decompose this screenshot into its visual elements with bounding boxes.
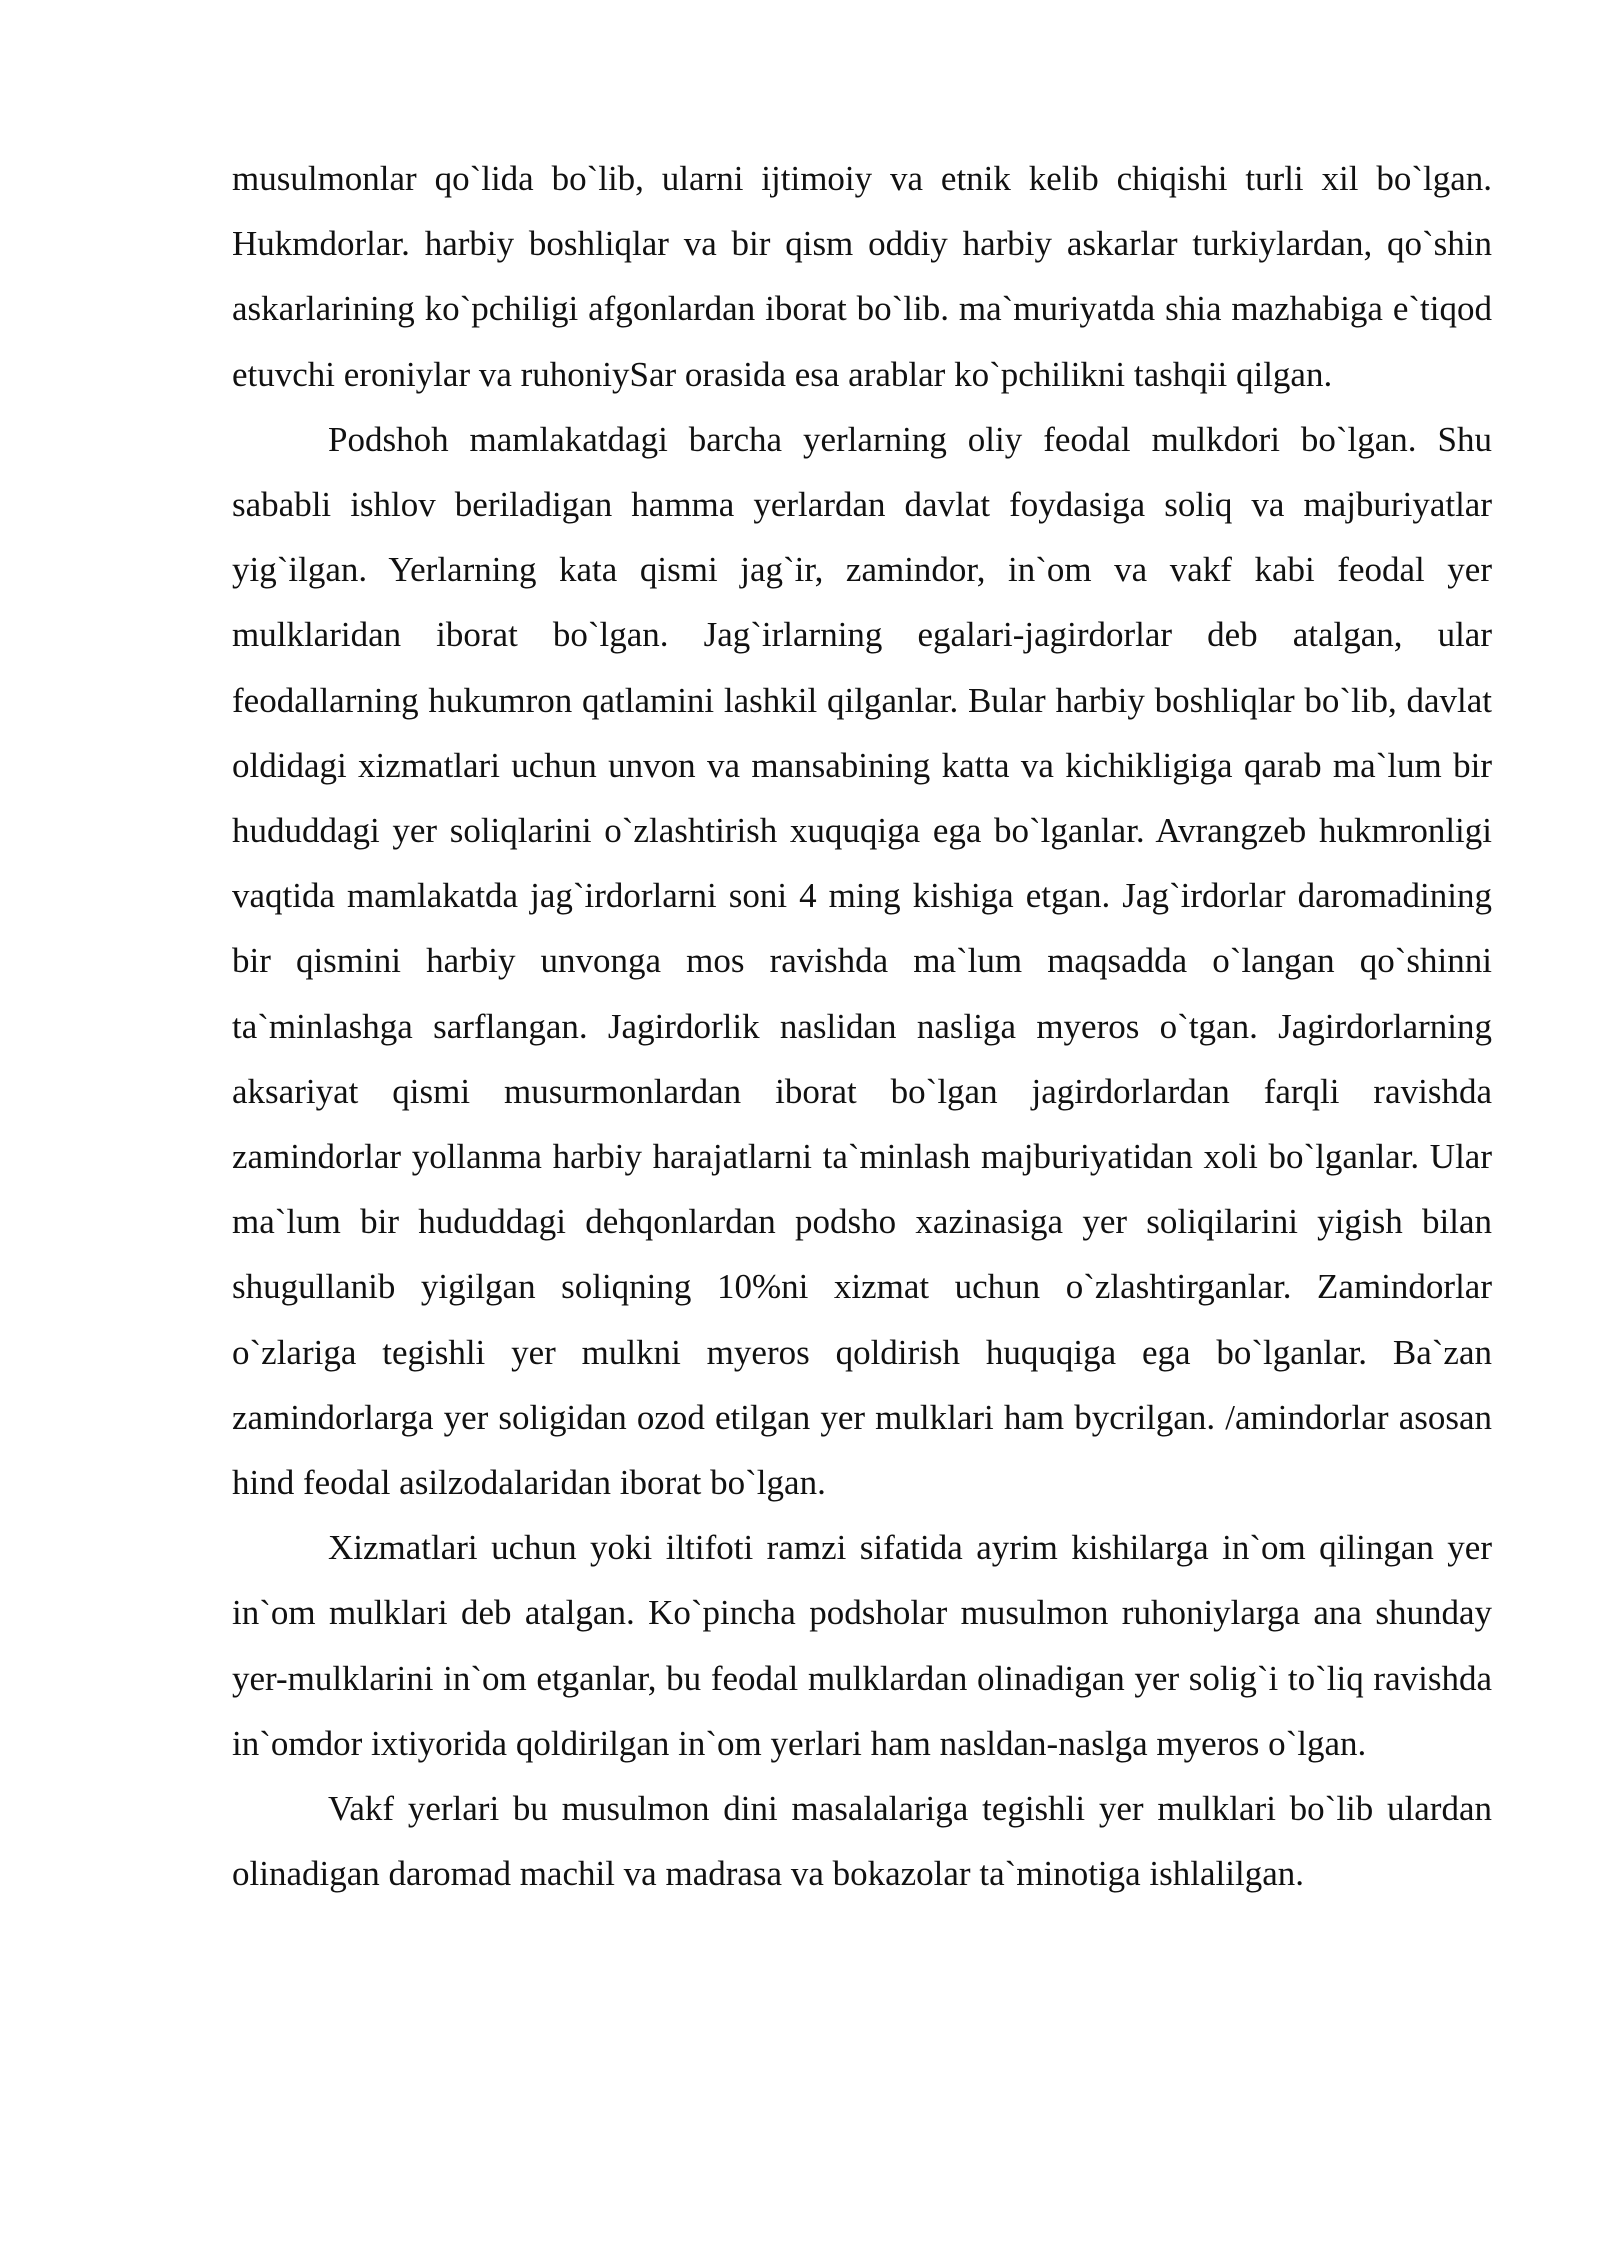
- paragraph-4: Vakf yerlari bu musulmon dini masalalariga tegishli yer mulklari bo`lib ulardan olinadigan daromad machil va madrasa va bokazolar ta`minotiga ishlalilgan.: [232, 1789, 1492, 1894]
- document-body: [232, 146, 1492, 1906]
- paragraph-2: Podshoh mamlakatdagi barcha yerlarning oliy feodal mulkdori bo`lgan. Shu sababli ishlov beriladigan hamma yerlardan davlat foydasiga soliq va majburiyatlar yig`ilgan. Yerlarning kata qismi jag`ir, zamindor, in`om va vakf kabi feodal yer mulklaridan iborat bo`lgan. Jag`irlarning egalari-jagirdorlar deb atalgan, ular feodallarning hukumron qatlamini lashkil qilganlar. Bular harbiy boshliqlar bo`lib, davlat oldidagi xizmatlari uchun unvon va mansabining katta va kichikligiga qarab ma`lum bir hududdagi yer soliqlarini o`zlashtirish xuquqiga ega bo`lganlar. Avrangzeb hukmronligi vaqtida mamlakatda jag`irdorlarni soni 4 ming kishiga etgan. Jag`irdorlar daromadining bir qismini harbiy unvonga mos ravishda ma`lum maqsadda o`langan qo`shinni ta`minlashga sarflangan. Jagirdorlik naslidan nasliga myeros o`tgan. Jagirdorlarning aksariyat qismi musurmonlardan iborat bo`lgan jagirdorlardan farqli ravishda zamindorlar yollanma harbiy harajatlarni ta`minlash majburiyatidan xoli bo`lganlar. Ular ma`lum bir hududdagi dehqonlardan podsho xazinasiga yer soliqilarini yigish bilan shugullanib yigilgan soliqning 10%ni xizmat uchun o`zlashtirganlar. Zamindorlar o`zlariga tegishli yer mulkni myeros qoldirish huquqiga ega bo`lganlar. Ba`zan zamindorlarga yer soligidan ozod etilgan yer mulklari ham bycrilgan. /amindorlar asosan hind feodal asilzodalaridan iborat bo`lgan.: [232, 419, 1492, 1503]
- paragraph-1: musulmonlar qo`lida bo`lib, ularni ijtimoiy va etnik kelib chiqishi turli xil bo`lgan. Hukmdorlar. harbiy boshliqlar va bir qism oddiy harbiy askarlar turkiylardan, qo`shin askarlarining ko`pchiligi afgonlardan iborat bo`lib. ma`muriyatda shia mazhabiga e`tiqod etuvchi eroniylar va ruhoniySar orasida esa arablar ko`pchilikni tashqii qilgan.: [232, 159, 1492, 394]
- paragraph-3: Xizmatlari uchun yoki iltifoti ramzi sifatida ayrim kishilarga in`om qilingan yer in`om mulklari deb atalgan. Ko`pincha podsholar musulmon ruhoniylarga ana shunday yer-mulklarini in`om etganlar, bu feodal mulklardan olinadigan yer solig`i to`liq ravishda in`omdor ixtiyorida qoldirilgan in`om yerlari ham nasldan-naslga myeros o`lgan.: [232, 1528, 1492, 1763]
